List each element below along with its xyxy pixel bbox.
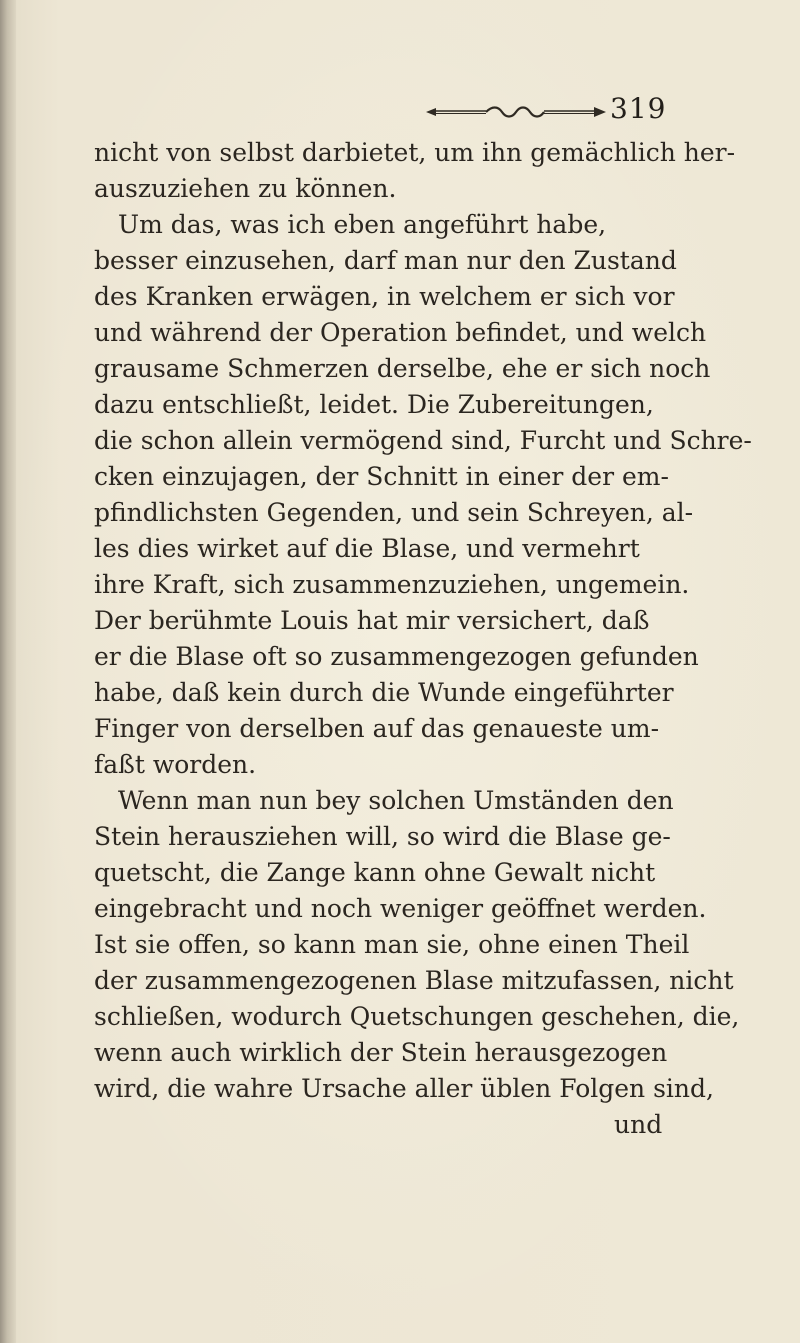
text-line: besser einzusehen, darf man nur den Zustand (94, 246, 677, 275)
page-number: 319 (610, 92, 667, 125)
text-line: ihre Kraft, sich zusammenzuziehen, ungemein. (94, 570, 690, 599)
text-line: schließen, wodurch Quetschungen geschehen, die, (94, 1002, 740, 1031)
text-line: nicht von selbst darbietet, um ihn gemächlich her- (94, 138, 736, 167)
text-line: quetscht, die Zange kann ohne Gewalt nicht (94, 858, 656, 887)
text-line: faßt worden. (94, 750, 257, 779)
text-line: er die Blase oft so zusammengezogen gefunden (94, 642, 699, 671)
text-line: eingebracht und noch weniger geöffnet werden. (94, 894, 707, 923)
text-line: des Kranken erwägen, in welchem er sich vor (94, 282, 675, 311)
text-line: pfindlichsten Gegenden, und sein Schreyen, al- (94, 498, 694, 527)
text-line: der zusammengezogenen Blase mitzufassen, nicht (94, 966, 734, 995)
paragraph-start-line: Um das, was ich eben angeführt habe, (118, 210, 607, 239)
text-line: Ist sie offen, so kann man sie, ohne einen Theil (94, 930, 690, 959)
text-line: cken einzujagen, der Schnitt in einer der em- (94, 462, 669, 491)
header-ornament-icon (426, 106, 606, 118)
paragraph-start-line: Wenn man nun bey solchen Umständen den (118, 786, 674, 815)
text-line: Stein herausziehen will, so wird die Blase ge- (94, 822, 671, 851)
text-line: wenn auch wirklich der Stein herausgezogen (94, 1038, 668, 1067)
text-line: habe, daß kein durch die Wunde eingeführter (94, 678, 674, 707)
text-line: les dies wirket auf die Blase, und vermehrt (94, 534, 640, 563)
text-line: die schon allein vermögend sind, Furcht und Schre- (94, 426, 752, 455)
text-line: auszuziehen zu können. (94, 174, 397, 203)
text-line: grausame Schmerzen derselbe, ehe er sich noch (94, 354, 711, 383)
text-line: wird, die wahre Ursache aller üblen Folgen sind, (94, 1074, 714, 1103)
text-line: und während der Operation befindet, und welch (94, 318, 707, 347)
catchword: und (614, 1110, 663, 1139)
text-line: dazu entschließt, leidet. Die Zubereitungen, (94, 390, 654, 419)
page-gutter-shadow (0, 0, 16, 1343)
text-line: Finger von derselben auf das genaueste um- (94, 714, 660, 743)
text-line: Der berühmte Louis hat mir versichert, daß (94, 606, 650, 635)
